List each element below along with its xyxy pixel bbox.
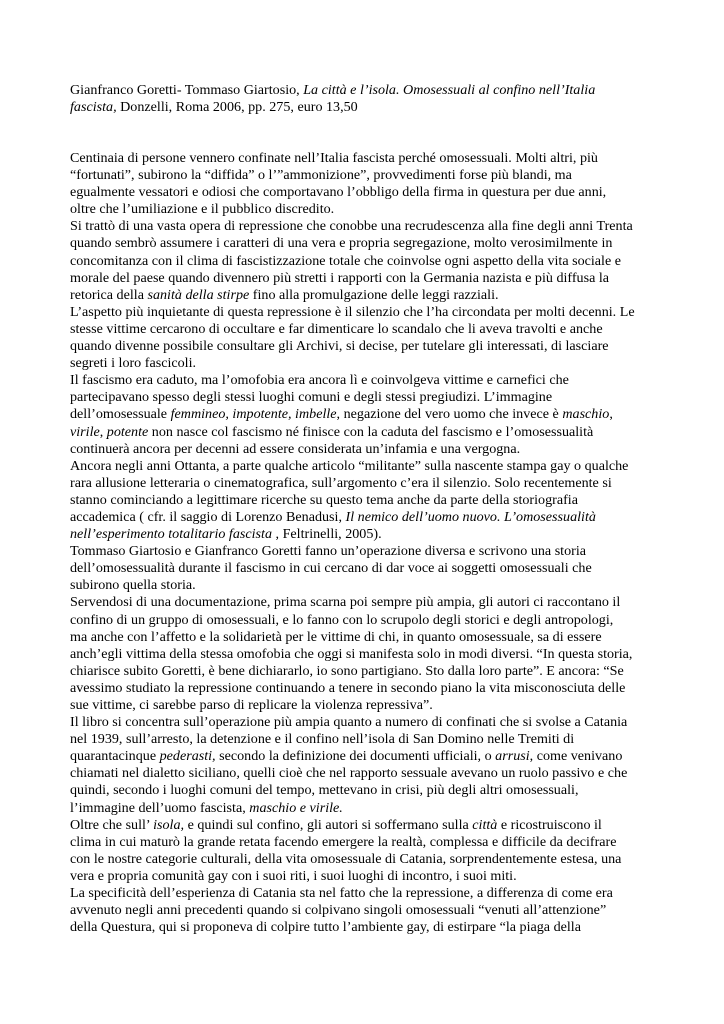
text-run: vera e propria comunità gay con i suoi riti, i suoi luoghi di incontro, i suoi miti. bbox=[70, 867, 517, 884]
italic-text: isola, bbox=[153, 816, 185, 833]
text-run: clima in cui maturò la grande retata facendo emergere la realtà, complessa e difficile da decifrare bbox=[70, 833, 617, 850]
italic-text: pederasti, bbox=[159, 748, 216, 765]
text-line bbox=[70, 919, 670, 936]
text-run: Gianfranco Goretti- Tommaso Giartosio, bbox=[70, 82, 304, 98]
text-line bbox=[70, 765, 670, 782]
text-run: quarantacinque bbox=[70, 748, 160, 765]
text-run: continuerà ancora per decenni ad essere considerata un’infamia e una vergogna. bbox=[70, 440, 521, 457]
text-run: Il fascismo era caduto, ma l’omofobia era ancora lì e coinvolgeva vittime e carnefici che bbox=[70, 372, 569, 389]
text-run: Il libro si concentra sull’operazione più ampia quanto a numero di confinati che si svolse a Catania bbox=[70, 714, 628, 731]
italic-text: sanità della stirpe bbox=[147, 286, 250, 303]
text-line bbox=[70, 731, 670, 748]
text-line bbox=[70, 612, 670, 629]
italic-text: città bbox=[472, 816, 498, 833]
text-line bbox=[70, 560, 670, 577]
text-line bbox=[70, 424, 670, 441]
text-run: quelli cioè che nel rapporto sessuale avevano un ruolo passivo e che bbox=[239, 765, 628, 782]
text-line bbox=[70, 646, 670, 663]
review-body bbox=[70, 150, 670, 936]
italic-text: La città e l’isola. Omosessuali al confino nell’Italia bbox=[303, 82, 596, 98]
text-line bbox=[70, 800, 670, 817]
text-run: Centinaia di persone vennero confinate nell’Italia fascista perché omosessuali. Molti altri, più bbox=[70, 150, 598, 166]
text-line bbox=[70, 577, 670, 594]
text-line bbox=[70, 594, 670, 611]
text-line bbox=[70, 851, 670, 868]
text-line bbox=[70, 389, 670, 406]
text-line bbox=[70, 492, 670, 509]
text-line bbox=[70, 714, 670, 731]
text-run: oltre che l’umiliazione e il pubblico discredito. bbox=[70, 201, 335, 218]
text-line bbox=[70, 406, 670, 423]
text-run: e ricostruiscono il bbox=[497, 816, 602, 833]
text-run: Donzelli, Roma 2006, pp. 275, euro 13,50 bbox=[116, 99, 358, 116]
text-run: rara allusione letteraria o cinematografica, sull’argomento c’era il silenzio. Solo recentemente si bbox=[70, 474, 612, 491]
text-line bbox=[70, 338, 670, 355]
text-line bbox=[70, 526, 670, 543]
text-line bbox=[70, 253, 670, 270]
text-line bbox=[70, 201, 670, 218]
text-run: avvenuto negli anni precedenti quando si colpivano singoli omosessuali “venuti all’attenzione” bbox=[70, 902, 607, 919]
text-line bbox=[70, 885, 670, 902]
text-run: dell’omosessualità durante il fascismo in cui cercano di dar voce ai soggetti omosessuali che bbox=[70, 560, 592, 577]
text-run: accademica ( cfr. il saggio di Lorenzo Benadusi, bbox=[70, 508, 346, 525]
text-run: avessimo studiato la repressione continuando a tenere in secondo piano la vita misconosciuta delle bbox=[70, 679, 626, 696]
text-run: l’immagine dell’uomo fascista, bbox=[70, 799, 250, 816]
text-line bbox=[70, 150, 670, 167]
text-line bbox=[70, 235, 670, 252]
text-line bbox=[70, 321, 670, 338]
text-line bbox=[70, 355, 670, 372]
text-run: retorica della bbox=[70, 286, 148, 303]
text-line bbox=[70, 748, 670, 765]
italic-text: nell’esperimento totalitario fascista bbox=[70, 526, 272, 543]
text-run: secondo la definizione dei documenti ufficiali, o bbox=[215, 748, 496, 765]
italic-text: Il nemico dell’uomo nuovo. L’omosessualità bbox=[345, 508, 596, 525]
text-line bbox=[70, 543, 670, 560]
text-run: sorprendentemente estesa, una bbox=[446, 850, 622, 867]
text-run: anch’egli vittima della stessa omofobia che oggi si manifesta solo in modi diversi. “In questa storia, bbox=[70, 645, 633, 662]
text-run: dell’omosessuale bbox=[70, 406, 171, 423]
text-run: , bbox=[99, 423, 107, 440]
text-run: Oltre che sull’ bbox=[70, 816, 154, 833]
text-run: La specificità dell’esperienza di Catania sta nel fatto che la repressione, a differenza di come era bbox=[70, 885, 613, 902]
text-line bbox=[70, 218, 670, 235]
text-line bbox=[70, 441, 670, 458]
italic-text: , bbox=[236, 765, 240, 782]
text-run: “fortunati”, subirono la “diffida” o l’”ammonizione”, provvedimenti forse più blandi, ma bbox=[70, 167, 572, 184]
citation-line bbox=[70, 82, 670, 99]
text-run: quando sembrò assumere i caratteri di una vera e propria segregazione, molto verosimilmente in bbox=[70, 235, 613, 252]
text-line bbox=[70, 475, 670, 492]
text-run: partecipavano spesso degli stessi luoghi comuni e degli stessi pregiudizi. L’immagine bbox=[70, 389, 553, 406]
text-run: stanno cominciando a legittimare ricerche su questo tema anche da parte della storiografia bbox=[70, 491, 578, 508]
italic-text: virile bbox=[70, 423, 100, 440]
text-line bbox=[70, 458, 670, 475]
text-line bbox=[70, 902, 670, 919]
text-run: concomitanza con il clima di fascistizzazione totale che coinvolse ogni aspetto della vita sociale e bbox=[70, 252, 622, 269]
italic-text: , bbox=[442, 850, 447, 867]
text-run: fino alla promulgazione delle leggi razziali. bbox=[249, 286, 499, 303]
text-run: Ancora negli anni Ottanta, a parte qualche articolo “militante” sulla nascente stampa gay o qualche bbox=[70, 457, 629, 474]
text-run: , Feltrinelli, 2005). bbox=[272, 526, 382, 543]
text-run: subirono quella storia. bbox=[70, 577, 196, 594]
text-line bbox=[70, 817, 670, 834]
text-line bbox=[70, 509, 670, 526]
text-run: nel 1939, sull’arresto, la detenzione e il confino nell’isola di San Domino nelle Tremiti di bbox=[70, 731, 575, 748]
text-run: non nasce col fascismo né finisce con la caduta del fascismo e l’omosessualità bbox=[148, 423, 594, 440]
text-line bbox=[70, 287, 670, 304]
text-run: stesse vittime cercarono di occultare e far dimenticare lo scandalo che li aveva travolti e anche bbox=[70, 320, 603, 337]
italic-text: arrusi bbox=[495, 748, 530, 765]
italic-text: potente bbox=[106, 423, 149, 440]
text-line bbox=[70, 834, 670, 851]
text-run: Si trattò di una vasta opera di repressione che conobbe una recrudescenza alla fine degli anni Trenta bbox=[70, 218, 633, 235]
text-line bbox=[70, 184, 670, 201]
text-run: segreti i loro fascicoli. bbox=[70, 355, 197, 372]
text-run: ma anche con l’affetto e la solidarietà per le vittime di chi, in quanto omosessuale, sa di essere bbox=[70, 628, 602, 645]
book-citation bbox=[70, 82, 670, 116]
text-line bbox=[70, 680, 670, 697]
text-run: morale del paese quando divennero più stretti i rapporti con la Germania nazista e più diffusa la bbox=[70, 269, 610, 286]
italic-text: femmineo, impotente, imbelle bbox=[170, 406, 337, 423]
text-line bbox=[70, 782, 670, 799]
text-run: egualmente vessatori e odiosi che comportavano l’obbligo della firma in questura per due anni, bbox=[70, 184, 607, 201]
text-run: della Questura, qui si proponeva di colpire tutto l’ambiente gay, di estirpare “la piaga della bbox=[70, 919, 581, 936]
text-run: sue vittime, ci sarebbe parso di replicare la violenza repressiva”. bbox=[70, 697, 433, 713]
text-run: quando divenne possibile consultare gli Archivi, si decise, per tutelare gli interessati, di lasciare bbox=[70, 338, 609, 355]
text-run: , come venivano bbox=[529, 748, 623, 765]
text-run: con le nostre categorie culturali, della vita omosessuale di Catania bbox=[70, 850, 443, 867]
text-run: L’aspetto più inquietante di questa repressione è il silenzio che l’ha circondata per molti decenni. Le bbox=[70, 303, 635, 320]
text-line bbox=[70, 167, 670, 184]
text-line bbox=[70, 304, 670, 321]
text-line bbox=[70, 697, 670, 714]
text-line bbox=[70, 663, 670, 680]
text-run: chiamati nel dialetto siciliano bbox=[70, 765, 237, 782]
italic-text: maschio bbox=[562, 406, 610, 423]
italic-text: maschio e virile. bbox=[249, 799, 343, 816]
text-line bbox=[70, 629, 670, 646]
text-line bbox=[70, 372, 670, 389]
italic-text: fascista, bbox=[70, 99, 117, 116]
text-run: Tommaso Giartosio e Gianfranco Goretti fanno un’operazione diversa e scrivono una storia bbox=[70, 543, 587, 560]
text-run: Servendosi di una documentazione, prima scarna poi sempre più ampia, gli autori ci raccontano il bbox=[70, 594, 621, 611]
text-run: quindi, secondo i luoghi comuni del tempo, mettevano in crisi, più degli altri omosessuali, bbox=[70, 782, 579, 799]
text-line bbox=[70, 270, 670, 287]
text-run: e quindi sul confino, gli autori si soffermano sulla bbox=[184, 816, 473, 833]
text-run: , negazione del vero uomo che invece è bbox=[336, 406, 563, 423]
text-run: confino di un gruppo di omosessuali, e lo fanno con lo scrupolo degli storici e degli antropologi, bbox=[70, 611, 614, 628]
text-run: , bbox=[609, 406, 613, 423]
text-line bbox=[70, 868, 670, 885]
citation-line bbox=[70, 99, 670, 116]
text-run: chiarisce subito Goretti, è bene dichiararlo, io sono partigiano. Sto dalla loro parte”. E ancora: “Se bbox=[70, 662, 624, 679]
